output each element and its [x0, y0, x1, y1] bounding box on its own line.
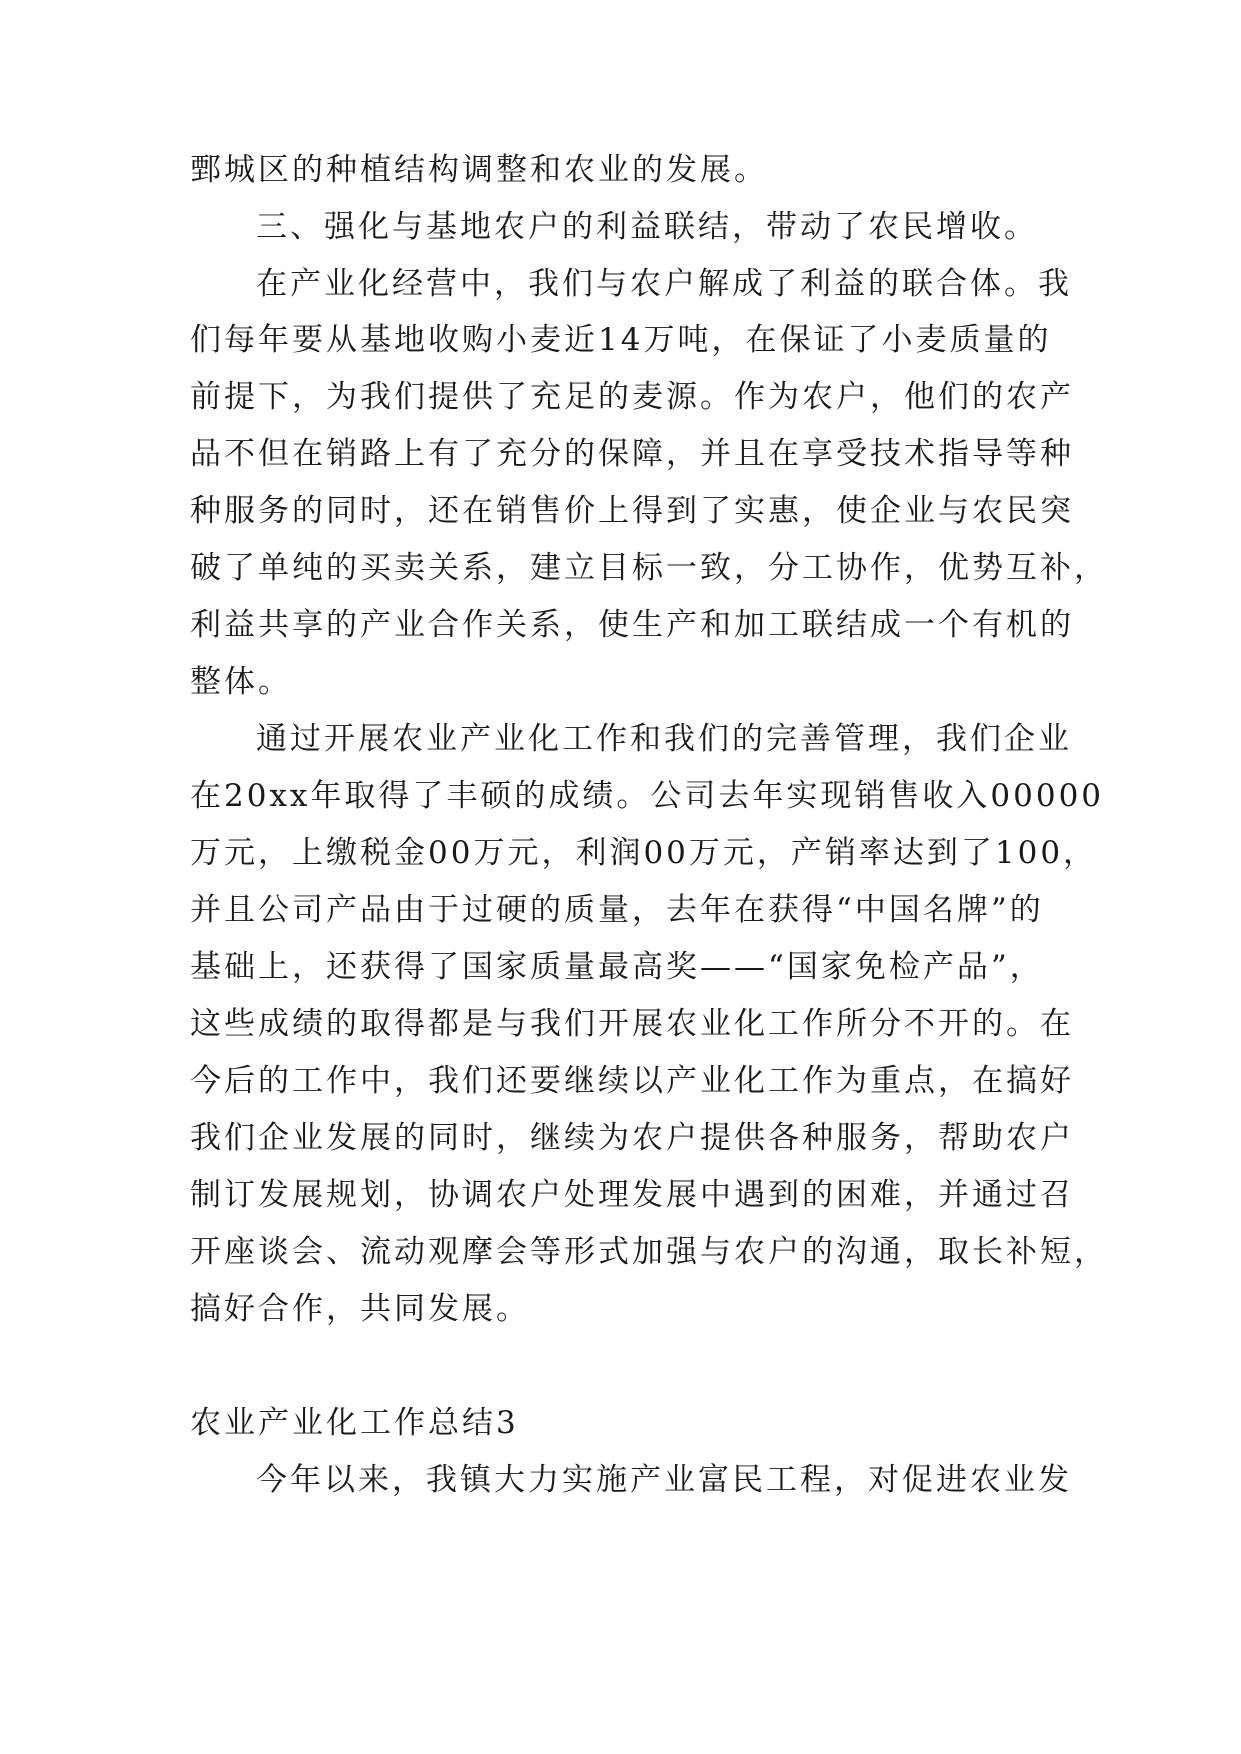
paragraph-line: 在产业化经营中，我们与农户解成了利益的联合体。我	[256, 266, 1072, 302]
paragraph-line: 品不但在销路上有了充分的保障，并且在享受技术指导等种	[190, 436, 1074, 472]
paragraph-line: 整体。	[190, 664, 292, 700]
paragraph-line: 鄄城区的种植结构调整和农业的发展。	[190, 152, 768, 188]
section-heading: 三、强化与基地农户的利益联结，带动了农民增收。	[256, 209, 1038, 245]
paragraph-line: 开座谈会、流动观摩会等形式加强与农户的沟通，取长补短，	[190, 1234, 1108, 1270]
paragraph-line: 今后的工作中，我们还要继续以产业化工作为重点，在搞好	[190, 1063, 1074, 1099]
paragraph-line: 破了单纯的买卖关系，建立目标一致，分工协作，优势互补，	[190, 550, 1108, 586]
paragraph-line: 今年以来，我镇大力实施产业富民工程，对促进农业发	[256, 1462, 1072, 1498]
paragraph-line: 并且公司产品由于过硬的质量，去年在获得“中国名牌”的	[190, 892, 1044, 928]
paragraph-line: 们每年要从基地收购小麦近14万吨，在保证了小麦质量的	[190, 322, 1052, 358]
paragraph-line: 通过开展农业产业化工作和我们的完善管理，我们企业	[256, 721, 1072, 757]
paragraph-line: 这些成绩的取得都是与我们开展农业化工作所分不开的。在	[190, 1006, 1074, 1042]
paragraph-line: 基础上，还获得了国家质量最高奖——“国家免检产品”，	[190, 949, 1044, 985]
paragraph-line: 利益共享的产业合作关系，使生产和加工联结成一个有机的	[190, 607, 1074, 643]
paragraph-line: 在20xx年取得了丰硕的成绩。公司去年实现销售收入00000	[190, 778, 1105, 814]
paragraph-line: 前提下，为我们提供了充足的麦源。作为农户，他们的农产	[190, 379, 1074, 415]
paragraph-line: 种服务的同时，还在销售价上得到了实惠，使企业与农民突	[190, 493, 1074, 529]
paragraph-line: 搞好合作，共同发展。	[190, 1291, 530, 1327]
document-title: 农业产业化工作总结3	[190, 1405, 519, 1441]
paragraph-line: 我们企业发展的同时，继续为农户提供各种服务，帮助农户	[190, 1120, 1074, 1156]
paragraph-line: 万元，上缴税金00万元，利润00万元，产销率达到了100，	[190, 835, 1098, 871]
paragraph-line: 制订发展规划，协调农户处理发展中遇到的困难，并通过召	[190, 1177, 1074, 1213]
